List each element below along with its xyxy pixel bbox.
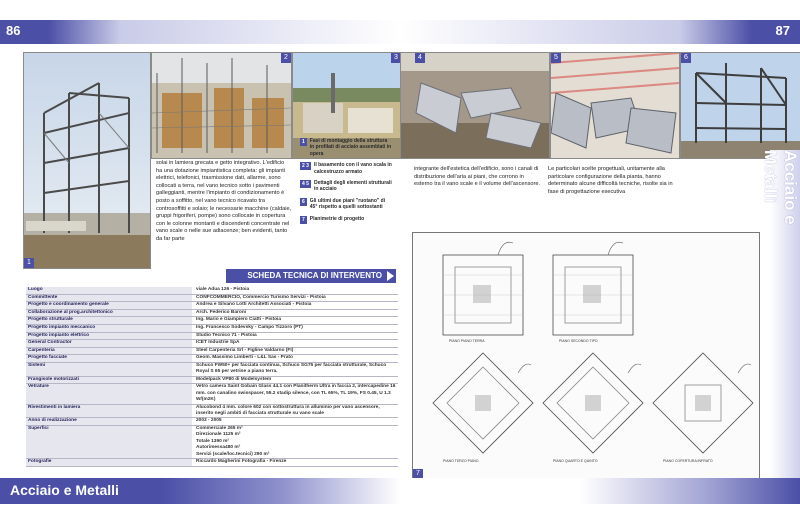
sheet-key: Superfici — [26, 426, 192, 458]
technical-sheet-table — [26, 287, 398, 467]
photo-steel-stacked — [550, 52, 680, 159]
caption-text: Planimetrie di progetto — [309, 215, 365, 222]
rotated-frame-illustration — [681, 53, 800, 158]
caption-row — [300, 180, 392, 193]
sheet-value: Andrea e Silvano Lotti Architetti Associati - Pistoia — [196, 302, 312, 308]
sheet-key: Progetto impianto elettrico — [26, 333, 192, 340]
sheet-key: Anno di realizzazione — [26, 418, 192, 425]
right-page-number: 87 — [775, 23, 790, 38]
caption-badge: 7 — [302, 216, 305, 223]
left-header-bar — [0, 20, 400, 44]
sheet-value: Geom. Massimo Limberti - L&L Sas - Prato — [196, 355, 293, 361]
formwork-illustration — [152, 53, 291, 158]
sheet-key: Frangisole motorizzati — [26, 377, 192, 384]
caption-badge: 4 5 — [302, 181, 309, 188]
caption-row — [300, 138, 392, 157]
sheet-value: Ing. Francesco Sodevsky - Campo Tizzoro (PT) — [196, 324, 303, 330]
sheet-value: Riccardo Magherini Fotografia - Firenze — [196, 459, 287, 464]
photo-number-badge: 4 — [415, 53, 425, 63]
sheet-value: Ing. Mario e Giampiero Ciatti - Pistoia — [196, 317, 282, 323]
sheet-row — [26, 287, 398, 295]
right-header-bar — [400, 20, 800, 44]
caption-row — [300, 216, 392, 224]
sheet-key: Progetto strutturale — [26, 317, 192, 324]
plan-label: PIANO PIANO TERRA — [449, 339, 485, 343]
sheet-row — [26, 302, 398, 310]
photo-captions — [300, 138, 392, 229]
sheet-row — [26, 384, 398, 404]
sheet-row — [26, 418, 398, 426]
left-page-number: 86 — [6, 23, 21, 38]
photo-formwork — [151, 52, 292, 159]
steel-frame-illustration — [24, 53, 150, 268]
steel-stacked-illustration — [551, 53, 679, 158]
sheet-key: Progetto facciate — [26, 355, 192, 362]
sheet-key: Committente — [26, 295, 192, 302]
caption-badge: 1 — [302, 139, 305, 145]
caption-text: Il basamento con il vano scala in calcestruzzo armato — [313, 162, 392, 175]
sheet-value: Steel Carpenteria Srl - Figline Valdarno (FI) — [196, 347, 294, 353]
sheet-row — [26, 340, 398, 348]
photo-number-badge: 3 — [391, 53, 401, 63]
sheet-row — [26, 459, 398, 467]
vertical-section-label: Acciaio e Metalli — [761, 150, 800, 225]
sheet-key: Rivestimenti in lamiera — [26, 405, 192, 418]
sheet-key: General Contractor — [26, 340, 192, 347]
sheet-key: Progetto impianto meccanico — [26, 325, 192, 332]
sheet-value: CONFCOMMERCIO, Commercio Turismo Servizi - Pistoia — [196, 294, 326, 300]
sheet-value: Vetro camera Saint Gobain Glass 44.1 con Planitherm Ultra in faccia 2, intercapedine 16 mm. con canalino swisspacer, 55.2 stadip silence, con TL 65%, TL 19%, FS 0.45, U 1.3 W/(m2K) — [196, 384, 396, 403]
sheet-key: Fotografie — [26, 459, 192, 466]
caption-text: Fasi di montaggio della struttura in profilati di acciaio assemblati in opera — [309, 138, 392, 157]
sheet-key: Collaborazione al prog.architettonico — [26, 310, 192, 317]
sheet-title-bar — [226, 269, 396, 283]
caption-badge: 6 — [302, 198, 305, 205]
left-body-text: solai in lamiera grecata e getto integrativo. L'edificio ha una dotazione impiantistica completa: gli impianti elettrici, telefonici, trasmissione dati, allarme, sono collocati a terra, nel vano tecnico sotto i pavimenti galleggianti, mentre l'impianto di condizionamento è posto a soffitto, nel vano tecnico ricavato tra controsoffitti e solaio; le necessarie macchine (caldaie, gruppi frigoriferi, pompe) sono collocate in copertura con le colonne montanti e discendenti concentrate nel vano scale o nelle sue adiacenze; ben evidenti, tanto da far parte — [156, 160, 292, 242]
floor-plans-drawing — [412, 232, 760, 480]
sheet-value: ICET Industrie SpA — [196, 340, 240, 346]
sheet-key: Vetrature — [26, 384, 192, 403]
left-footer-bar — [0, 478, 400, 504]
caption-badge: 2 3 — [302, 163, 309, 170]
sheet-row — [26, 355, 398, 363]
caption-text: Gli ultimi due piani "ruotano" di 45° rispetto a quelli sottostanti — [309, 197, 386, 211]
plan-label: PIANO COPERTURA INFRATO — [663, 459, 713, 463]
sheet-key: Carpenteria — [26, 348, 192, 355]
plan-label: PIANO QUARTO E QUINTO — [553, 459, 598, 463]
sheet-value: viale Adua 126 - Pistoia — [196, 287, 250, 292]
sheet-row — [26, 363, 398, 377]
photo-number-badge: 6 — [681, 53, 691, 63]
caption-text: Dettagli degli elementi strutturali in acciaio — [313, 180, 392, 193]
sheet-key: Progetto e coordinamento generale — [26, 302, 192, 309]
right-col2-text: Le particolari scelte progettuali, unitamente alla particolare configurazione della pianta, hanno determinato alcune difficoltà tecniche, risolte sia in fase di progettazione esecutiva — [548, 166, 673, 195]
plan-label: PIANO SECONDO TIPO — [559, 339, 598, 343]
arrow-right-icon — [387, 271, 394, 281]
photo-number-badge: 1 — [24, 258, 34, 268]
sheet-value: Commerciale 265 m² Direzionale 1125 m² Totale 1390 m² Autorimessa480 m² Servizi (scale/loc.tecnici) 290 m² — [196, 425, 270, 457]
sheet-row — [26, 426, 398, 459]
photo-rotated-frame — [680, 52, 800, 159]
sheet-row — [26, 317, 398, 325]
floor-plans-svg — [413, 233, 759, 479]
sheet-row — [26, 325, 398, 333]
right-footer-bar — [400, 478, 800, 504]
steel-joints-illustration — [401, 53, 549, 158]
photo-number-badge: 5 — [551, 53, 561, 63]
sheet-value: Alucobond 4 mm. colore 602 con sottostruttura in alluminio per vano ascensore, inserito negli ambiti di facciata strutturale su vano scale — [196, 404, 380, 416]
sheet-value: Arch. Federico Baroni — [196, 309, 247, 315]
right-col1-text: integrante dell'estetica dell'edificio, sono i canali di distribuzione dell'aria ai piani, che corrono in esterno tra il vano scale e il volume dell'ascensore. — [414, 166, 541, 188]
sheet-row — [26, 405, 398, 419]
sheet-title: SCHEDA TECNICA DI INTERVENTO — [247, 271, 382, 280]
sheet-key: Luogo — [26, 287, 192, 294]
footer-title: Acciaio e Metalli — [10, 482, 119, 498]
sheet-key: Sistemi — [26, 363, 192, 376]
right-page — [400, 0, 800, 505]
sheet-value: Schuco FW50+ per facciata continua, Schuco SG75 per facciata strutturale, Schuco Royal S 65 per vetrine a piano terra. — [196, 362, 387, 375]
sheet-value: 2003 - 2005 — [196, 418, 222, 424]
photo-steel-joints — [400, 52, 550, 159]
sheet-value: Modelpack VP80 di Modelsystem — [196, 376, 272, 382]
sheet-value: Studio Tecnico 71 - Pistoia — [196, 332, 257, 338]
photo-number-badge: 2 — [281, 53, 291, 63]
plan-label: PIANO TERZO PIANO — [443, 459, 479, 463]
caption-row — [300, 198, 392, 211]
drawing-number-badge: 7 — [413, 469, 423, 479]
photo-steel-frame — [23, 52, 151, 269]
caption-row — [300, 162, 392, 175]
